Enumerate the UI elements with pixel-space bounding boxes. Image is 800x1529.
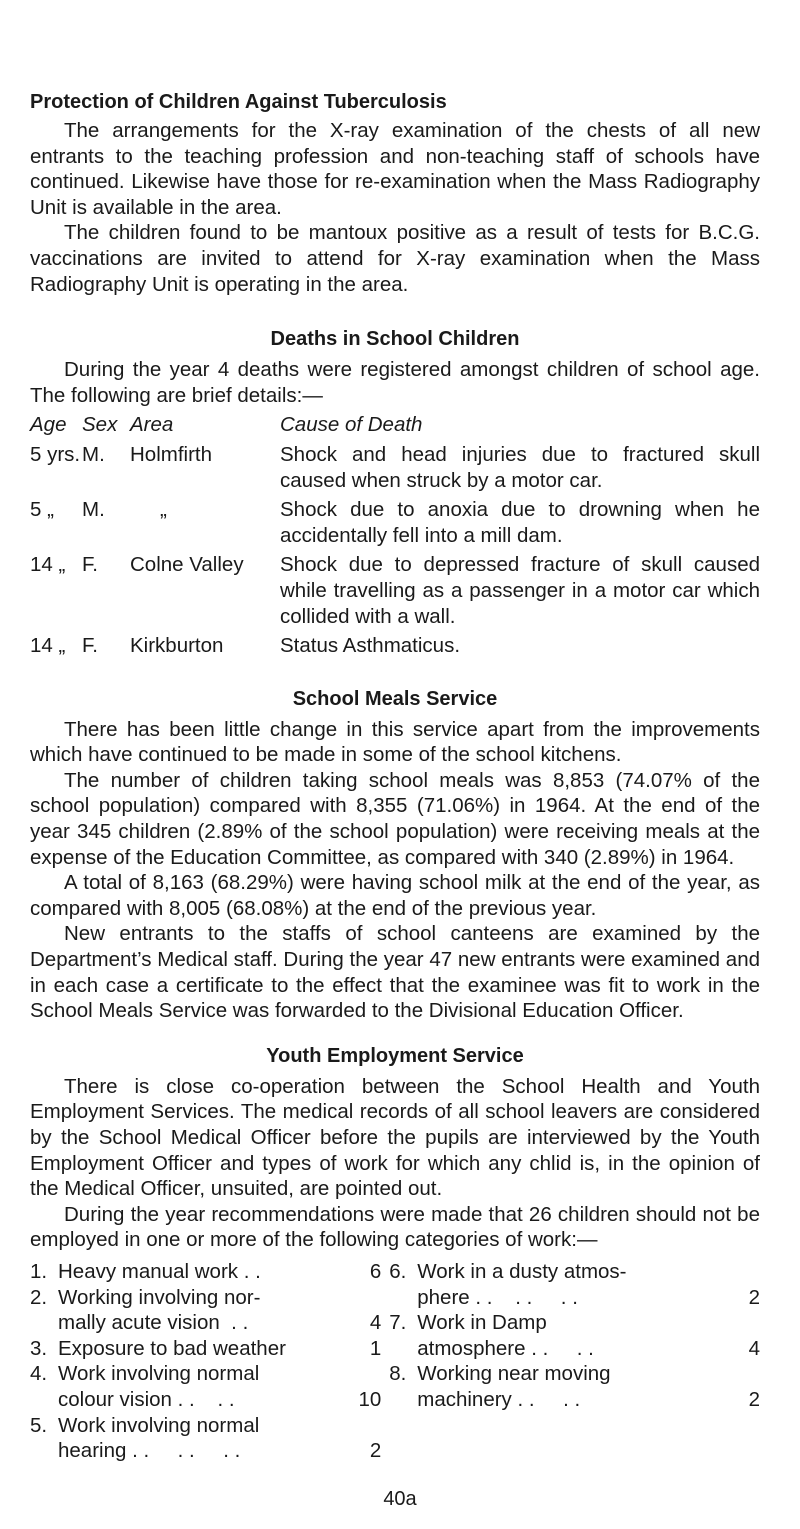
item-number: 4.	[30, 1362, 48, 1386]
list-item	[30, 1361, 381, 1412]
column-age: Age	[30, 413, 67, 437]
meals-paragraph-3: A total of 8,163 (68.29%) were having school milk at the end of the year, as compared with 8,005 (68.08%) at the end of the previous year.	[30, 871, 760, 920]
list-item	[389, 1361, 760, 1412]
item-label-continued: phere . . . . . .	[417, 1285, 578, 1309]
item-label-continued: mally acute vision . .	[58, 1311, 249, 1335]
row-age: 5 yrs.	[30, 442, 81, 466]
item-label: Work in a dusty atmos-	[417, 1259, 627, 1283]
work-list-right-column	[381, 1259, 760, 1464]
list-item	[389, 1259, 760, 1310]
row-sex: F.	[82, 553, 98, 577]
column-cause: Cause of Death	[280, 413, 423, 437]
list-item	[389, 1310, 760, 1361]
row-age: 14 „	[30, 634, 66, 658]
item-count: 10	[358, 1387, 382, 1411]
meals-heading: School Meals Service	[292, 687, 498, 710]
item-number: 2.	[30, 1285, 48, 1309]
row-area: Kirkburton	[130, 634, 224, 658]
item-label-continued: hearing . . . . . .	[58, 1439, 241, 1463]
item-label: Work in Damp	[417, 1311, 547, 1335]
item-count: 4	[369, 1311, 382, 1335]
page-number: 40a	[383, 1488, 417, 1510]
row-cause: Status Asthmaticus.	[280, 634, 461, 658]
tuberculosis-paragraph-2: The children found to be mantoux positive as a result of tests for B.C.G. vaccinations are invited to attend for X-ray examination when the Mass Radiography Unit is operating in the area.	[30, 221, 760, 296]
item-label: Work involving normal	[58, 1362, 260, 1386]
row-cause: Shock due to anoxia due to drowning when he accidentally fell into a mill dam.	[280, 498, 760, 547]
item-count: 2	[748, 1285, 760, 1309]
list-item	[30, 1413, 381, 1464]
deaths-table-header	[30, 412, 760, 438]
item-count: 2	[369, 1439, 382, 1463]
meals-paragraph-2: The number of children taking school meals was 8,853 (74.07% of the school population) compared with 8,355 (71.06%) in 1964. At the end of the year 345 children (2.89% of the school population) were receiving meals at the expense of the Education Committee, as compared with 340 (2.89%) in 1964.	[30, 768, 760, 869]
column-sex: Sex	[82, 413, 118, 437]
item-number: 6.	[389, 1259, 407, 1283]
item-number: 1.	[30, 1259, 48, 1283]
deaths-heading: Deaths in School Children	[270, 328, 520, 351]
item-label: Exposure to bad weather	[58, 1336, 286, 1360]
row-cause: Shock due to depressed fracture of skull caused while travelling as a passenger in a motor car which collided with a wall.	[280, 553, 760, 628]
item-number: 8.	[389, 1362, 407, 1386]
item-label-continued: machinery . . . .	[417, 1387, 581, 1411]
item-number: 3.	[30, 1336, 48, 1360]
item-label: Work involving normal	[58, 1413, 260, 1437]
item-label: Working near moving	[417, 1362, 611, 1386]
row-area: Colne Valley	[130, 553, 244, 577]
row-sex: M.	[82, 498, 105, 522]
deaths-intro: During the year 4 deaths were registered amongst children of school age. The following are brief details:—	[30, 358, 760, 407]
item-label-continued: atmosphere . . . .	[417, 1336, 594, 1360]
item-number: 7.	[389, 1311, 407, 1335]
work-categories-list	[30, 1259, 760, 1464]
tuberculosis-paragraph-1: The arrangements for the X-ray examination of the chests of all new entrants to the teaching profession and non-teaching staff of schools have continued. Likewise have those for re-examination when the Mass Radiography Unit is available in the area.	[30, 119, 760, 219]
row-sex: F.	[82, 634, 98, 658]
table-row	[30, 633, 760, 659]
item-label-continued: colour vision . . . .	[58, 1387, 235, 1411]
item-count: 4	[748, 1336, 760, 1360]
table-row	[30, 552, 760, 629]
table-row	[30, 442, 760, 493]
item-count: 6	[369, 1259, 382, 1283]
youth-paragraph-1: There is close co-operation between the School Health and Youth Employment Services. The medical records of all school leavers are considered by the School Medical Officer before the pupils are interviewed by the Youth Employment Officer and types of work for which any chlid is, in the opinion of the Medical Officer, unsuited, are pointed out.	[30, 1074, 760, 1201]
row-age: 5 „	[30, 498, 54, 522]
row-area: Holmfirth	[130, 442, 213, 466]
item-number: 5.	[30, 1413, 48, 1437]
tuberculosis-section	[30, 88, 760, 297]
item-count: 2	[748, 1387, 760, 1411]
tuberculosis-heading: Protection of Children Against Tuberculosis	[30, 91, 447, 113]
youth-paragraph-2: During the year recommendations were made that 26 children should not be employed in one or more of the following categories of work:—	[30, 1202, 760, 1252]
item-label: Heavy manual work . .	[58, 1259, 261, 1283]
meals-paragraph-4: New entrants to the staffs of school canteens are examined by the Department’s Medical staff. During the year 47 new entrants were examined and in each case a certificate to the effect that the examinee was fit to work in the School Meals Service was forwarded to the Divisional Education Officer.	[30, 922, 760, 1023]
column-area: Area	[130, 413, 174, 437]
row-age: 14 „	[30, 553, 66, 577]
deaths-table	[30, 412, 760, 658]
work-list-left-column	[30, 1259, 381, 1464]
row-cause: Shock and head injuries due to fractured skull caused when struck by a motor car.	[280, 442, 760, 492]
table-row	[30, 497, 760, 548]
meals-paragraph-1: There has been little change in this service apart from the improvements which have continued to be made in some of the school kitchens.	[30, 717, 760, 767]
list-item	[30, 1259, 381, 1285]
item-label: Working involving nor-	[58, 1285, 261, 1309]
row-sex: M.	[82, 442, 105, 466]
list-item	[30, 1336, 381, 1362]
youth-heading: Youth Employment Service	[266, 1044, 524, 1067]
list-item	[30, 1285, 381, 1336]
row-area: „	[160, 498, 167, 522]
item-count: 1	[369, 1336, 382, 1360]
